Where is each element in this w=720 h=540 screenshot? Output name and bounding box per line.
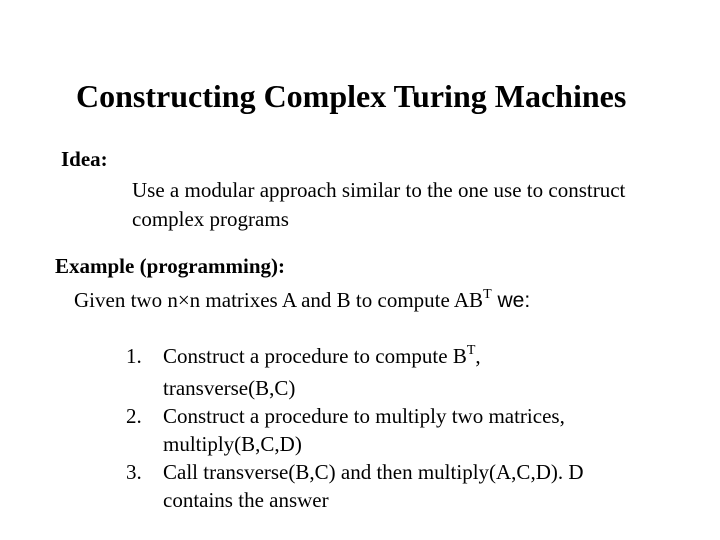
step-text-comma: , — [475, 344, 481, 368]
step-item — [126, 402, 686, 458]
given-prefix: Given two n — [74, 288, 178, 312]
step-item — [126, 458, 686, 514]
steps-list — [126, 342, 686, 514]
step-superscript: T — [466, 343, 476, 358]
idea-heading: Idea: — [61, 147, 108, 171]
slide-title: Constructing Complex Turing Machines — [76, 78, 627, 114]
transpose-superscript: T — [483, 287, 492, 302]
times-symbol: × — [177, 288, 190, 312]
example-heading: Example (programming): — [55, 254, 286, 278]
step-number: 1. — [126, 344, 142, 368]
step-line: Call transverse(B,C) and then multiply(A,C,D). D — [163, 460, 584, 484]
given-tail: we: — [491, 289, 531, 312]
given-middle: n matrixes A and B to compute AB — [189, 288, 484, 312]
idea-body: Use a modular approach similar to the one use to construct complex programs — [132, 178, 626, 231]
step-line: transverse(B,C) — [163, 376, 296, 400]
step-number: 3. — [126, 460, 142, 484]
step-item — [126, 342, 686, 402]
step-line: Construct a procedure to multiply two matrices, — [163, 404, 565, 428]
step-line: multiply(B,C,D) — [163, 432, 302, 456]
step-line — [163, 342, 686, 374]
step-number: 2. — [126, 404, 142, 428]
given-statement — [74, 286, 530, 318]
step-line: contains the answer — [163, 488, 329, 512]
step-text: Construct a procedure to compute B — [163, 344, 467, 368]
